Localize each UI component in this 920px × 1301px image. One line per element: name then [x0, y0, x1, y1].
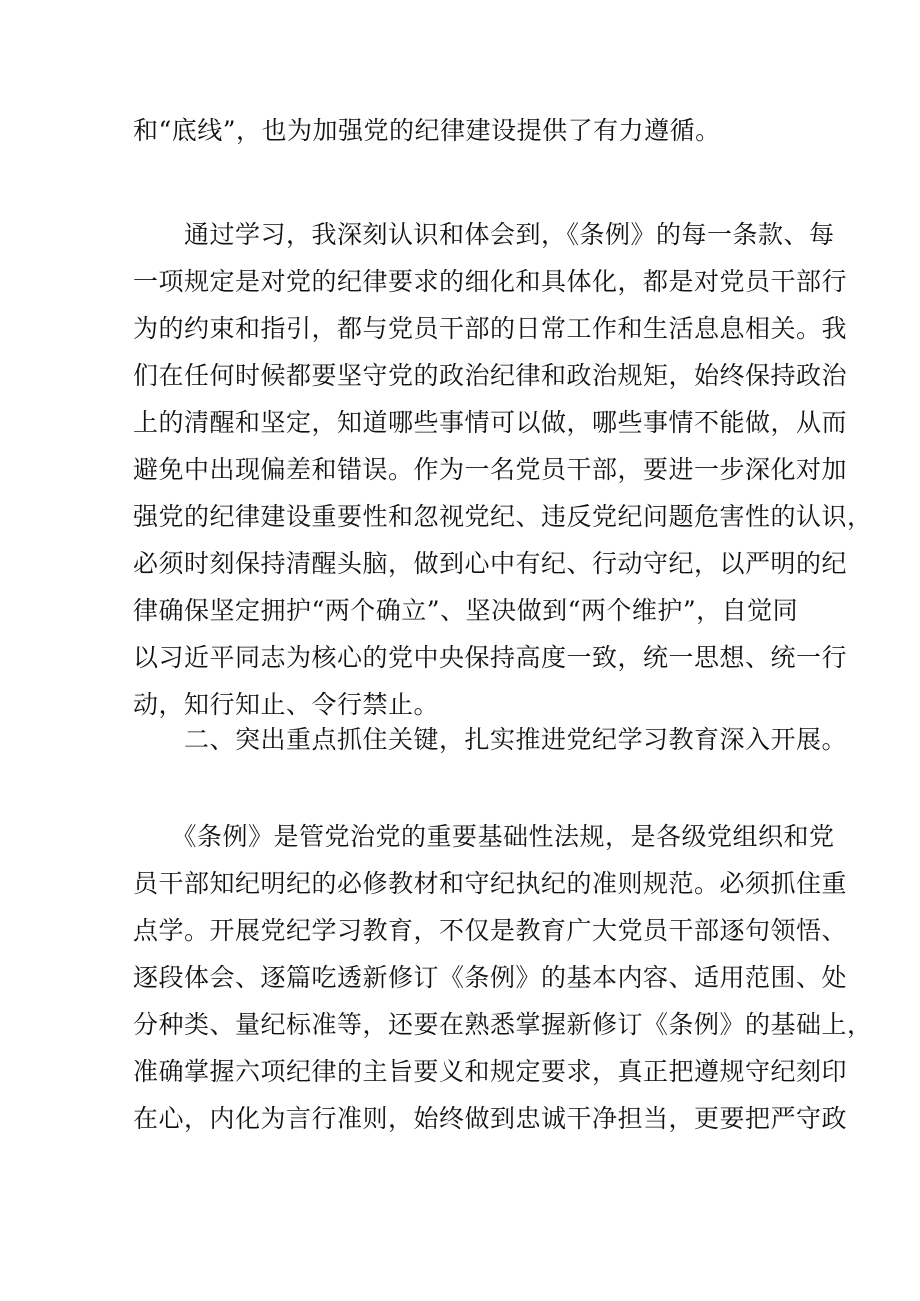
text-line: 《条例》是管党治党的重要基础性法规，是各级党组织和党 [133, 822, 835, 851]
text-line: 以习近平同志为核心的党中央保持高度一致，统一思想、统一行 [133, 643, 848, 672]
paragraph-regulations-focus [133, 813, 873, 1142]
text-line: 一项规定是对党的纪律要求的细化和具体化，都是对党员干部行 [133, 267, 848, 296]
text-line: 强党的纪律建设重要性和忽视党纪、违反党纪问题危害性的认识， [133, 502, 873, 531]
text-line: 分种类、量纪标准等，还要在熟悉掌握新修订《条例》的基础上， [133, 1010, 873, 1039]
heading-line: 二、突出重点抓住关键，扎实推进党纪学习教育深入开展。 [133, 725, 848, 754]
text-line: 上的清醒和坚定，知道哪些事情可以做，哪些事情不能做，从而 [133, 408, 848, 437]
text-line: 和“底线”，也为加强党的纪律建设提供了有力遵循。 [133, 116, 721, 145]
text-line: 员干部知纪明纪的必修教材和守纪执纪的准则规范。必须抓住重 [133, 869, 848, 898]
text-line: 动，知行知止、令行禁止。 [133, 690, 440, 719]
text-line: 逐段体会、逐篇吃透新修订《条例》的基本内容、适用范围、处 [133, 963, 848, 992]
text-line: 们在任何时候都要坚守党的政治纪律和政治规矩，始终保持政治 [133, 361, 848, 390]
text-line: 避免中出现偏差和错误。作为一名党员干部，要进一步深化对加 [133, 455, 848, 484]
text-line: 必须时刻保持清醒头脑，做到心中有纪、行动守纪，以严明的纪 [133, 549, 848, 578]
text-line: 律确保坚定拥护“两个确立”、坚决做到“两个维护”，自觉同 [133, 596, 799, 625]
paragraph-study-reflection [133, 211, 873, 728]
section-heading-two [133, 716, 848, 763]
text-line: 点学。开展党纪学习教育，不仅是教育广大党员干部逐句领悟、 [133, 916, 848, 945]
text-line: 通过学习，我深刻认识和体会到，《条例》的每一条款、每 [133, 220, 835, 249]
text-line: 为的约束和指引，都与党员干部的日常工作和生活息息相关。我 [133, 314, 848, 343]
text-line: 准确掌握六项纪律的主旨要义和规定要求，真正把遵规守纪刻印 [133, 1057, 848, 1086]
text-line: 在心，内化为言行准则，始终做到忠诚干净担当，更要把严守政 [133, 1104, 848, 1133]
paragraph-closing-fragment [133, 107, 793, 154]
